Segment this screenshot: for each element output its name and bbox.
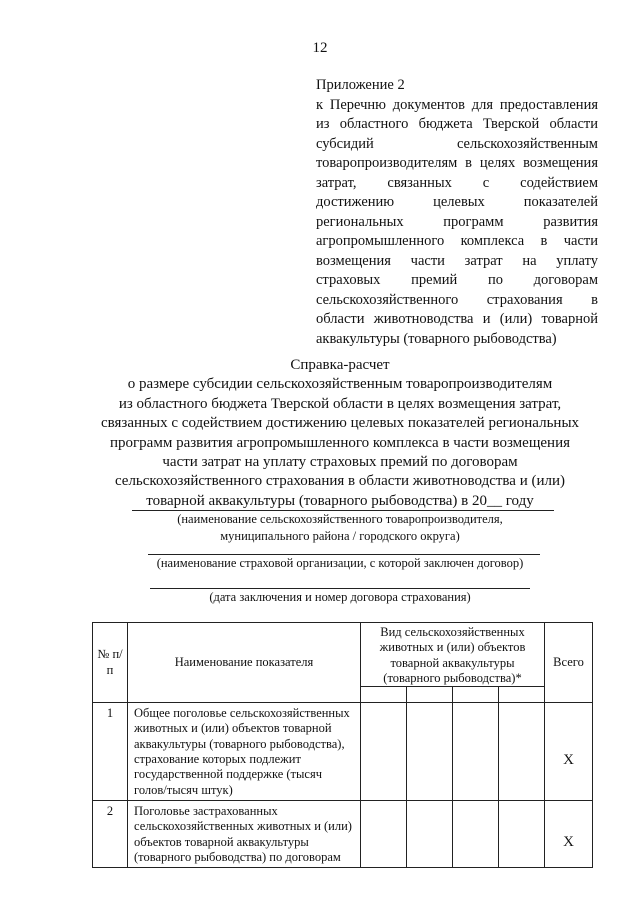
type-value-cell xyxy=(499,703,545,801)
appendix-line: товаропроизводителям в целях возмещения xyxy=(316,155,598,171)
header-animal-types: Вид сельскохозяйственных животных и (или) объектов товарной аквакультуры (товарного рыбоводства)* xyxy=(361,623,545,687)
document-subtitle-line: части затрат на уплату страховых премий по договорам xyxy=(162,454,518,471)
table-row xyxy=(93,703,593,801)
insurer-caption: (наименование страховой организации, с которой заключен договор) xyxy=(156,556,524,570)
page-number: 12 xyxy=(312,40,328,56)
appendix-line: страховых премий по договорам xyxy=(316,272,598,288)
type-value-cell xyxy=(407,703,453,801)
appendix-line: достижению целевых показателей xyxy=(316,194,598,210)
appendix-line: субсидий сельскохозяйственным xyxy=(316,135,598,152)
document-title: Справка-расчет xyxy=(290,357,390,373)
type-value-cell xyxy=(407,800,453,867)
calculation-table xyxy=(92,622,593,868)
appendix-header xyxy=(316,76,598,349)
type-value-cell xyxy=(453,703,499,801)
row-number: 2 xyxy=(93,800,128,867)
type-column-header xyxy=(361,687,407,703)
row-total: X xyxy=(545,800,593,867)
type-column-header xyxy=(453,687,499,703)
row-indicator: Общее поголовье сельскохозяйственных животных и (или) объектов товарной аквакультуры (товарного рыбоводства), страхование которых подлежит государственной поддержке (тысяч голов/тысяч штук) xyxy=(128,703,361,801)
table-row xyxy=(93,800,593,867)
appendix-line: из областного бюджета Тверской области xyxy=(316,116,598,132)
type-value-cell xyxy=(361,703,407,801)
row-indicator: Поголовье застрахованных сельскохозяйственных животных и (или) объектов товарной аквакультуры (товарного рыбоводства) по договорам xyxy=(128,800,361,867)
header-indicator: Наименование показателя xyxy=(128,623,361,703)
type-value-cell xyxy=(361,800,407,867)
type-column-header xyxy=(407,687,453,703)
row-number: 1 xyxy=(93,703,128,801)
producer-caption xyxy=(80,511,600,545)
document-subtitle-line: связанных с содействием достижению целевых показателей региональных xyxy=(100,415,580,432)
appendix-line: региональных программ развития xyxy=(316,213,598,230)
header-total: Всего xyxy=(545,623,593,703)
type-column-header xyxy=(499,687,545,703)
appendix-line: затрат, связанных с содействием xyxy=(316,174,598,191)
appendix-line: аквакультуры (товарного рыбоводства) xyxy=(316,330,557,347)
appendix-title: Приложение 2 xyxy=(316,77,405,93)
document-subtitle-line: программ развития агропромышленного комплекса в части возмещения xyxy=(110,434,570,451)
document-subtitle-line: из областного бюджета Тверской области в целях возмещения затрат, xyxy=(118,395,562,412)
document-subtitle-line: товарной аквакультуры (товарного рыбоводства) в 20__ году xyxy=(146,492,534,509)
appendix-line: области животноводства и (или) товарной xyxy=(316,311,598,327)
producer-caption-line: муниципального района / городского округа) xyxy=(220,529,460,543)
header-number: № п/п xyxy=(93,623,128,703)
document-heading xyxy=(80,356,600,511)
appendix-line: к Перечню документов для предоставления xyxy=(316,96,598,113)
appendix-line: агропромышленного комплекса в части xyxy=(316,233,598,249)
type-value-cell xyxy=(499,800,545,867)
row-total: X xyxy=(545,703,593,801)
document-subtitle-line: сельскохозяйственного страхования в области животноводства и (или) xyxy=(114,473,566,490)
document-subtitle-line: о размере субсидии сельскохозяйственным товаропроизводителям xyxy=(127,376,553,393)
producer-caption-line: (наименование сельскохозяйственного товаропроизводителя, xyxy=(177,512,503,526)
appendix-line: сельскохозяйственного страхования в xyxy=(316,291,598,308)
type-value-cell xyxy=(453,800,499,867)
contract-caption: (дата заключения и номер договора страхования) xyxy=(209,590,471,604)
appendix-line: возмещения части затрат на уплату xyxy=(316,252,598,269)
